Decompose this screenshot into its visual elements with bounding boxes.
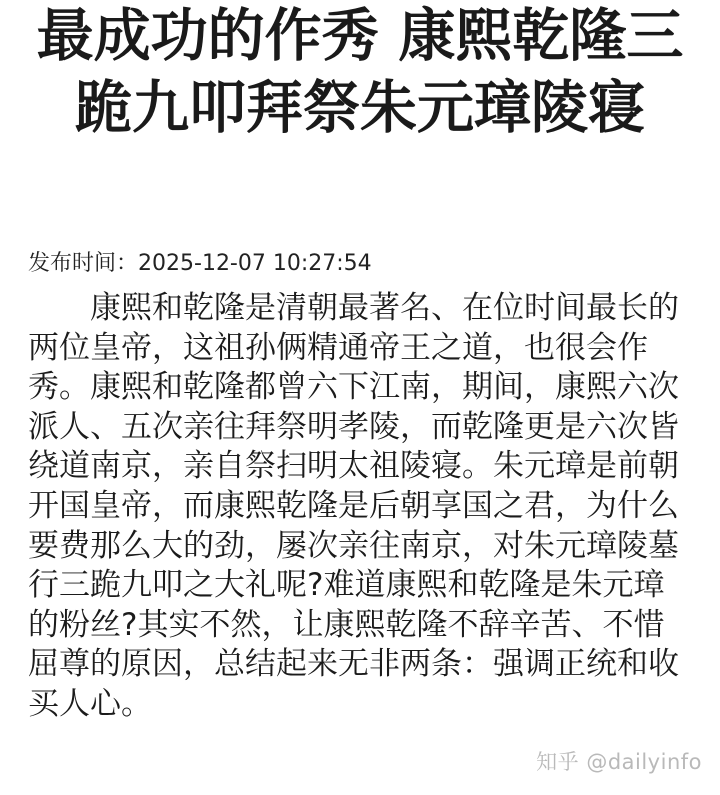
article-title: 最成功的作秀 康熙乾隆三跪九叩拜祭朱元璋陵寝 (36, 3, 684, 141)
publish-meta (28, 247, 372, 281)
publish-time: 2025-12-07 10:27:54 (138, 251, 372, 276)
article-body: 康熙和乾隆是清朝最著名、在位时间最长的两位皇帝，这祖孙俩精通帝王之道，也很会作秀。康熙和乾隆都曾六下江南，期间，康熙六次派人、五次亲往拜祭明孝陵，而乾隆更是六次皆绕道南京，亲自祭扫明太祖陵寝。朱元璋是前朝开国皇帝，而康熙乾隆是后朝享国之君，为什么要费那么大的劲，屡次亲往南京，对朱元璋陵墓行三跪九叩之大礼呢?难道康熙和乾隆是朱元璋的粉丝?其实不然，让康熙乾隆不辞辛苦、不惜屈尊的原因，总结起来无非两条：强调正统和收买人心。 (28, 290, 679, 722)
publish-time-label: 发布时间： (28, 251, 139, 276)
watermark: 知乎 @dailyinfo (536, 750, 702, 774)
